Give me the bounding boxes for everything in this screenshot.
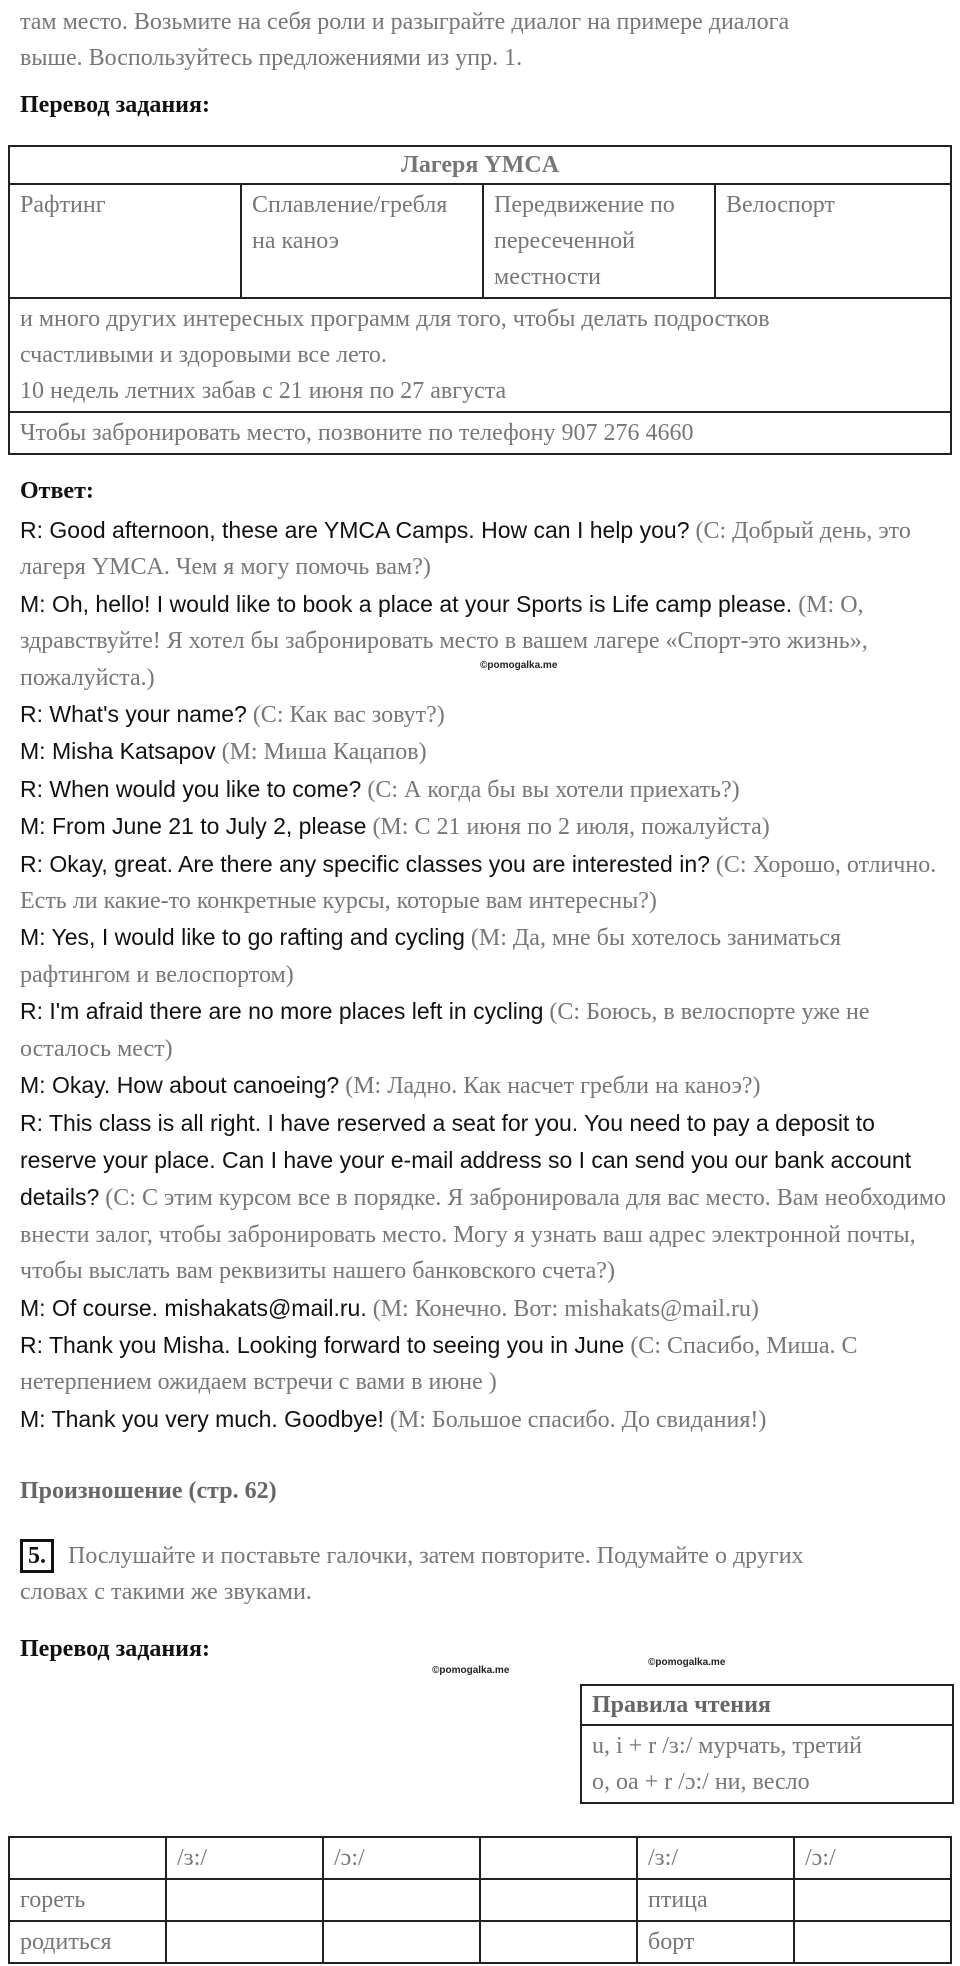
dialogue-en: M: From June 21 to July 2, please: [20, 813, 367, 840]
dialogue-line: [20, 993, 950, 1067]
dialogue-en: R: Okay, great. Are there any specific classes you are interested in?: [20, 850, 710, 877]
exercise-5-line-2: словах с такими же звуками.: [20, 1579, 312, 1605]
camp-activity-cell: Рафтинг: [9, 184, 241, 298]
sound-table-header: [480, 1837, 637, 1879]
camp-activity-cell: Сплавление/гребля на каноэ: [241, 184, 483, 298]
dialogue-en: M: Thank you very much. Goodbye!: [20, 1405, 384, 1432]
sound-table-cell: птица: [637, 1879, 794, 1921]
dialogue-ru: (С: С этим курсом все в порядке. Я забронировала для вас место. Вам необходимо внести залог, чтобы забронировать место. Могу я узнать ваш адрес электронной почты, чтобы выслать вам реквизиты нашего банковского счета?): [20, 1185, 947, 1285]
dialogue-ru: (М: Да, мне бы хотелось заниматься рафтингом и велоспортом): [20, 925, 842, 988]
intro-line-1: там место. Возьмите на себя роли и разыграйте диалог на примере диалога: [20, 9, 790, 35]
sound-table-cell: [166, 1921, 323, 1963]
dialogue-line: [20, 1327, 950, 1401]
dialogue-line: [20, 1290, 950, 1327]
task-translation-heading: Перевод задания:: [20, 92, 210, 118]
dialogue: [20, 512, 950, 1438]
dialogue-en: R: I'm afraid there are no more places left in cycling: [20, 998, 544, 1025]
exercise-5-line-1: Послушайте и поставьте галочки, затем повторите. Подумайте о других: [68, 1543, 804, 1569]
dialogue-ru: (С: Боюсь, в велоспорте уже не осталось мест): [20, 999, 870, 1062]
sound-table-header: /ɔ:/: [794, 1837, 951, 1879]
sound-table-header: /ɜ:/: [637, 1837, 794, 1879]
dialogue-ru: (М: Конечно. Вот: mishakats@mail.ru): [366, 1295, 759, 1322]
dialogue-ru: (М: Большое спасибо. До свидания!): [383, 1406, 767, 1433]
sound-table-header: [9, 1837, 166, 1879]
dialogue-line: [20, 771, 950, 808]
camp-more-line-1: и много других интересных программ для того, чтобы делать подростков: [20, 306, 770, 332]
dialogue-en: R: Good afternoon, these are YMCA Camps. How can I help you?: [20, 517, 690, 543]
camp-booking-cell: Чтобы забронировать место, позвоните по телефону 907 276 4660: [9, 412, 951, 454]
dialogue-en: R: Thank you Misha. Looking forward to seeing you in June: [20, 1331, 625, 1358]
dialogue-en: R: When would you like to come?: [20, 775, 362, 802]
watermark: ©pomogalka.me: [480, 660, 558, 671]
sound-table-cell: [480, 1879, 637, 1921]
sound-table-cell: борт: [637, 1921, 794, 1963]
sound-table: [8, 1836, 952, 1964]
dialogue-line: [20, 586, 950, 696]
dialogue-line: [20, 512, 950, 586]
dialogue-line: [20, 1401, 950, 1438]
dialogue-line: [20, 846, 950, 920]
sound-table-cell: [323, 1921, 480, 1963]
camp-more-cell: [9, 298, 951, 412]
dialogue-line: [20, 696, 950, 733]
dialogue-ru: (М: О, здравствуйте! Я хотел бы забронировать место в вашем лагере «Спорт-это жизнь», пожалуйста.): [20, 591, 868, 691]
answer-heading: Ответ:: [20, 478, 94, 504]
dialogue-ru: (С: А когда бы вы хотели приехать?): [361, 776, 740, 803]
dialogue-en: R: This class is all right. I have reserved a seat for you. You need to pay a deposit to reserve your place. Can I have your e-mail address so I can send you our bank account details?: [20, 1109, 912, 1211]
dialogue-ru: (С: Добрый день, это лагеря YMCA. Чем я могу помочь вам?): [20, 518, 911, 581]
dialogue-en: R: What's your name?: [20, 701, 247, 728]
dialogue-en: M: Misha Katsapov: [20, 738, 216, 765]
dialogue-line: [20, 919, 950, 993]
camp-more-line-2: счастливыми и здоровыми все лето.: [20, 342, 387, 368]
dialogue-en: M: Yes, I would like to go rafting and cycling: [20, 924, 465, 951]
sound-table-header: /ɜ:/: [166, 1837, 323, 1879]
dialogue-line: [20, 1105, 950, 1290]
sound-table-cell: [323, 1879, 480, 1921]
sound-table-cell: [166, 1879, 323, 1921]
dialogue-ru: (М: Ладно. Как насчет гребли на каноэ?): [339, 1073, 761, 1100]
exercise-number: 5.: [20, 1539, 54, 1573]
dialogue-en: M: Okay. How about canoeing?: [20, 1072, 340, 1099]
dialogue-ru: (М: Миша Кацапов): [215, 739, 427, 766]
dialogue-ru: (С: Хорошо, отлично. Есть ли какие-то конкретные курсы, которые вам интересны?): [20, 851, 937, 915]
watermark: ©pomogalka.me: [432, 1665, 510, 1676]
reading-rules-table: [580, 1684, 954, 1804]
sound-table-cell: [480, 1921, 637, 1963]
sound-table-cell: [794, 1921, 951, 1963]
intro-line-2: выше. Воспользуйтесь предложениями из упр. 1.: [20, 45, 523, 71]
task-translation-heading-2: Перевод задания:: [20, 1636, 210, 1662]
dialogue-line: [20, 808, 950, 845]
sound-table-cell: родиться: [9, 1921, 166, 1963]
camp-activity-cell: Передвижение по пересеченной местности: [483, 184, 715, 298]
exercise-5: [20, 1538, 804, 1610]
dialogue-ru: (С: Как вас зовут?): [246, 702, 445, 729]
camp-table: [8, 145, 952, 455]
reading-rules-title: Правила чтения: [581, 1685, 953, 1725]
sound-table-cell: гореть: [9, 1879, 166, 1921]
dialogue-line: [20, 733, 950, 770]
reading-rule: u, i + r /ɜ:/ мурчать, третий: [592, 1733, 863, 1759]
watermark: ©pomogalka.me: [648, 1657, 726, 1668]
sound-table-header: /ɔ:/: [323, 1837, 480, 1879]
sound-table-cell: [794, 1879, 951, 1921]
dialogue-ru: (С: Спасибо, Миша. С нетерпением ожидаем встречи с вами в июне ): [20, 1332, 858, 1396]
camp-dates: 10 недель летних забав с 21 июня по 27 августа: [20, 378, 507, 404]
dialogue-line: [20, 1067, 950, 1104]
dialogue-ru: (М: С 21 июня по 2 июля, пожалуйста): [366, 814, 770, 841]
reading-rules-cell: [581, 1725, 953, 1803]
dialogue-en: M: Oh, hello! I would like to book a place at your Sports is Life camp please.: [20, 590, 793, 617]
dialogue-en: M: Of course. mishakats@mail.ru.: [20, 1294, 367, 1321]
reading-rule: o, oa + r /ɔ:/ ни, весло: [592, 1769, 810, 1795]
camp-table-title: Лагеря YMCA: [9, 146, 951, 184]
camp-activity-cell: Велоспорт: [715, 184, 951, 298]
pronunciation-heading: Произношение (стр. 62): [20, 1478, 277, 1504]
